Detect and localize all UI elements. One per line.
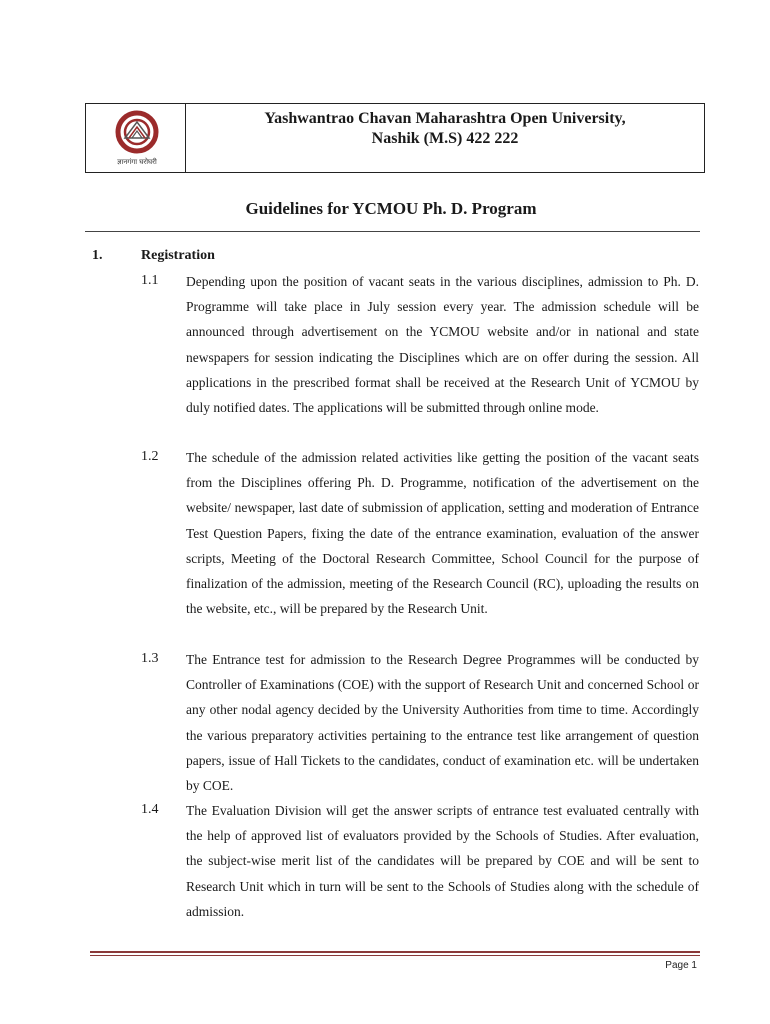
item-number: 1.3 [141, 651, 159, 666]
university-name [186, 109, 704, 149]
item-number: 1.1 [141, 273, 159, 288]
footer-divider-thin [90, 955, 700, 956]
section-title: Registration [141, 248, 215, 263]
page-number: Page 1 [665, 960, 697, 971]
ycmou-logo [112, 110, 162, 168]
item-paragraph: Depending upon the position of vacant seats in the various disciplines, admission to Ph. D. Programme will take place in July session every year. The admission schedule will be announced through advertisement on the YCMOU website and/or in national and state newspapers for session indicating the Disciplines which are on offer during the session. All applications in the prescribed format shall be received at the Research Unit of YCMOU by duly notified dates. The applications will be submitted through online mode. [186, 274, 699, 416]
document-title: Guidelines for YCMOU Ph. D. Program [245, 199, 537, 218]
university-header [85, 103, 705, 173]
university-address-line2: Nashik (M.S) 422 222 [371, 130, 519, 147]
item-number: 1.4 [141, 802, 159, 817]
logo-emblem-icon [112, 110, 162, 156]
logo-cell [86, 104, 186, 172]
logo-caption: ज्ञानगंगा घरोघरी [117, 158, 157, 166]
footer-divider-thick [90, 951, 700, 953]
title-divider [85, 231, 700, 232]
item-paragraph: The Evaluation Division will get the answer scripts of entrance test evaluated centrally with the help of approved list of evaluators provided by the Schools of Studies. After evaluation, the subject-wise merit list of the candidates will be prepared by COE and will be sent to Research Unit which in turn will be sent to the Schools of Studies along with the schedule of admission. [186, 803, 699, 919]
item-paragraph: The schedule of the admission related activities like getting the position of the vacant seats from the Disciplines offering Ph. D. Programme, notification of the advertisement on the website/ newspaper, last date of submission of application, setting and moderation of Entrance Test Question Papers, fixing the date of the entrance examination, evaluation of the answer scripts, Meeting of the Doctoral Research Committee, School Council for the purpose of finalization of the admission, meeting of the Research Council (RC), uploading the results on the website, etc., will be prepared by the Research Unit. [186, 450, 699, 617]
section-number: 1. [92, 248, 103, 263]
item-paragraph: The Entrance test for admission to the Research Degree Programmes will be conducted by Controller of Examinations (COE) with the support of Research Unit and concerned School or any other nodal agency decided by the University Authorities from time to time. Accordingly the various preparatory activities pertaining to the entrance test like arrangement of question papers, issue of Hall Tickets to the candidates, conduct of examination etc. will be undertaken by COE. [186, 652, 699, 794]
item-number: 1.2 [141, 449, 159, 464]
university-name-line1: Yashwantrao Chavan Maharashtra Open University, [264, 110, 626, 127]
